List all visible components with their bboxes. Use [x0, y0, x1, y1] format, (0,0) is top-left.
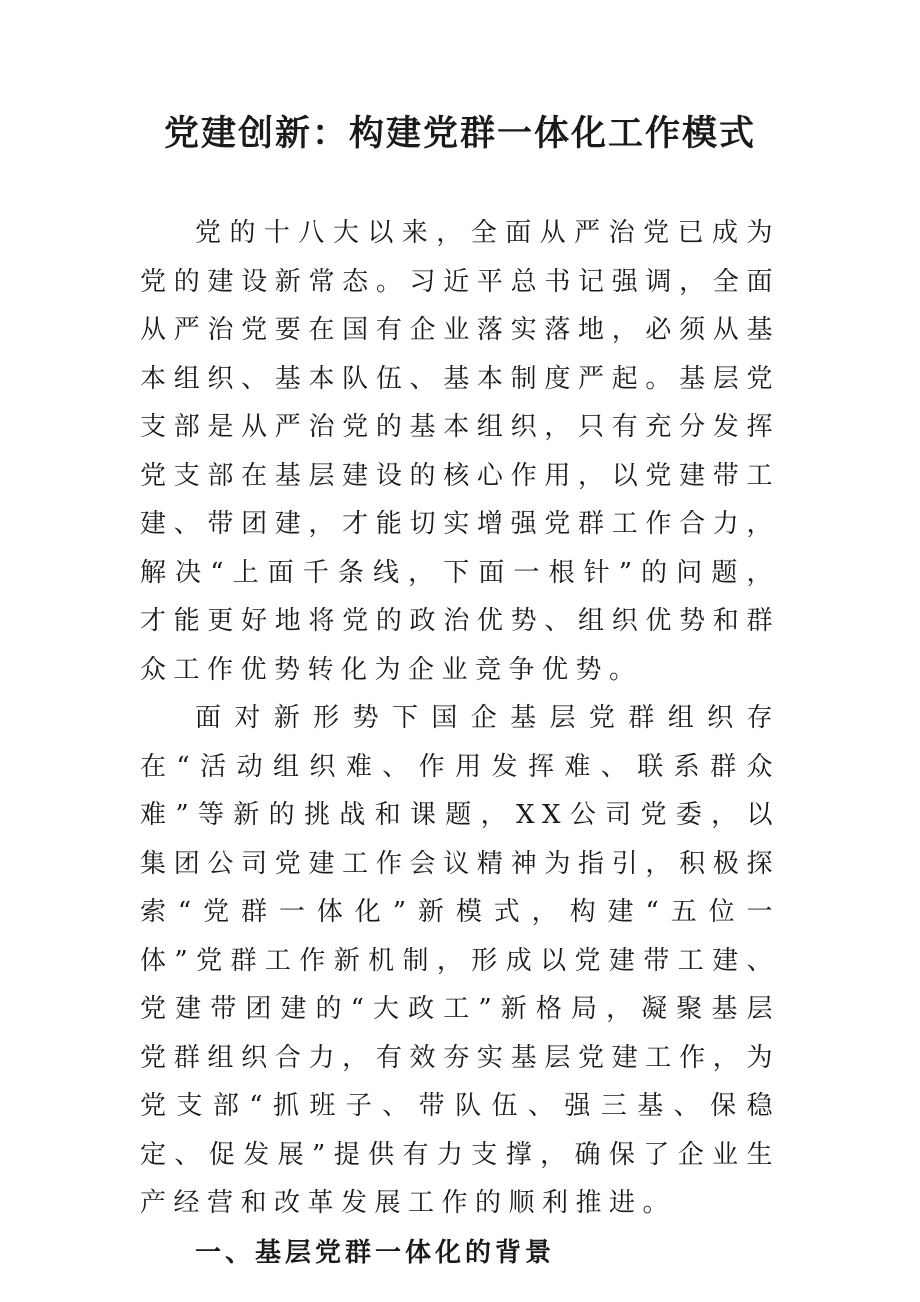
section-heading: 一、基层党群一体化的背景 [195, 1237, 556, 1268]
document-title: 党建创新：构建党群一体化工作模式 [163, 114, 756, 154]
paragraph-2: 面对新形势下国企基层党群组织存在“活动组织难、作用发挥难、联系群众难”等新的挑战和课题，XX公司党委，以集团公司党建工作会议精神为指引，积极探索“党群一体化”新模式，构建“五位一体”党群工作新机制，形成以党建带工建、党建带团建的“大政工”新格局，凝聚基层党群组织合力，有效夯实基层党建工作，为党支部“抓班子、带队伍、强三基、保稳定、促发展”提供有力支撑，确保了企业生产经营和改革发展工作的顺利推进。 [140, 703, 780, 1218]
document-body [140, 209, 780, 1278]
paragraph-1: 党的十八大以来，全面从严治党已成为党的建设新常态。习近平总书记强调，全面从严治党要在国有企业落实落地，必须从基本组织、基本队伍、基本制度严起。基层党支部是从严治党的基本组织，只有充分发挥党支部在基层建设的核心作用，以党建带工建、带团建，才能切实增强党群工作合力，解决“上面千条线，下面一根针”的问题，才能更好地将党的政治优势、组织优势和群众工作优势转化为企业竞争优势。 [140, 218, 780, 685]
